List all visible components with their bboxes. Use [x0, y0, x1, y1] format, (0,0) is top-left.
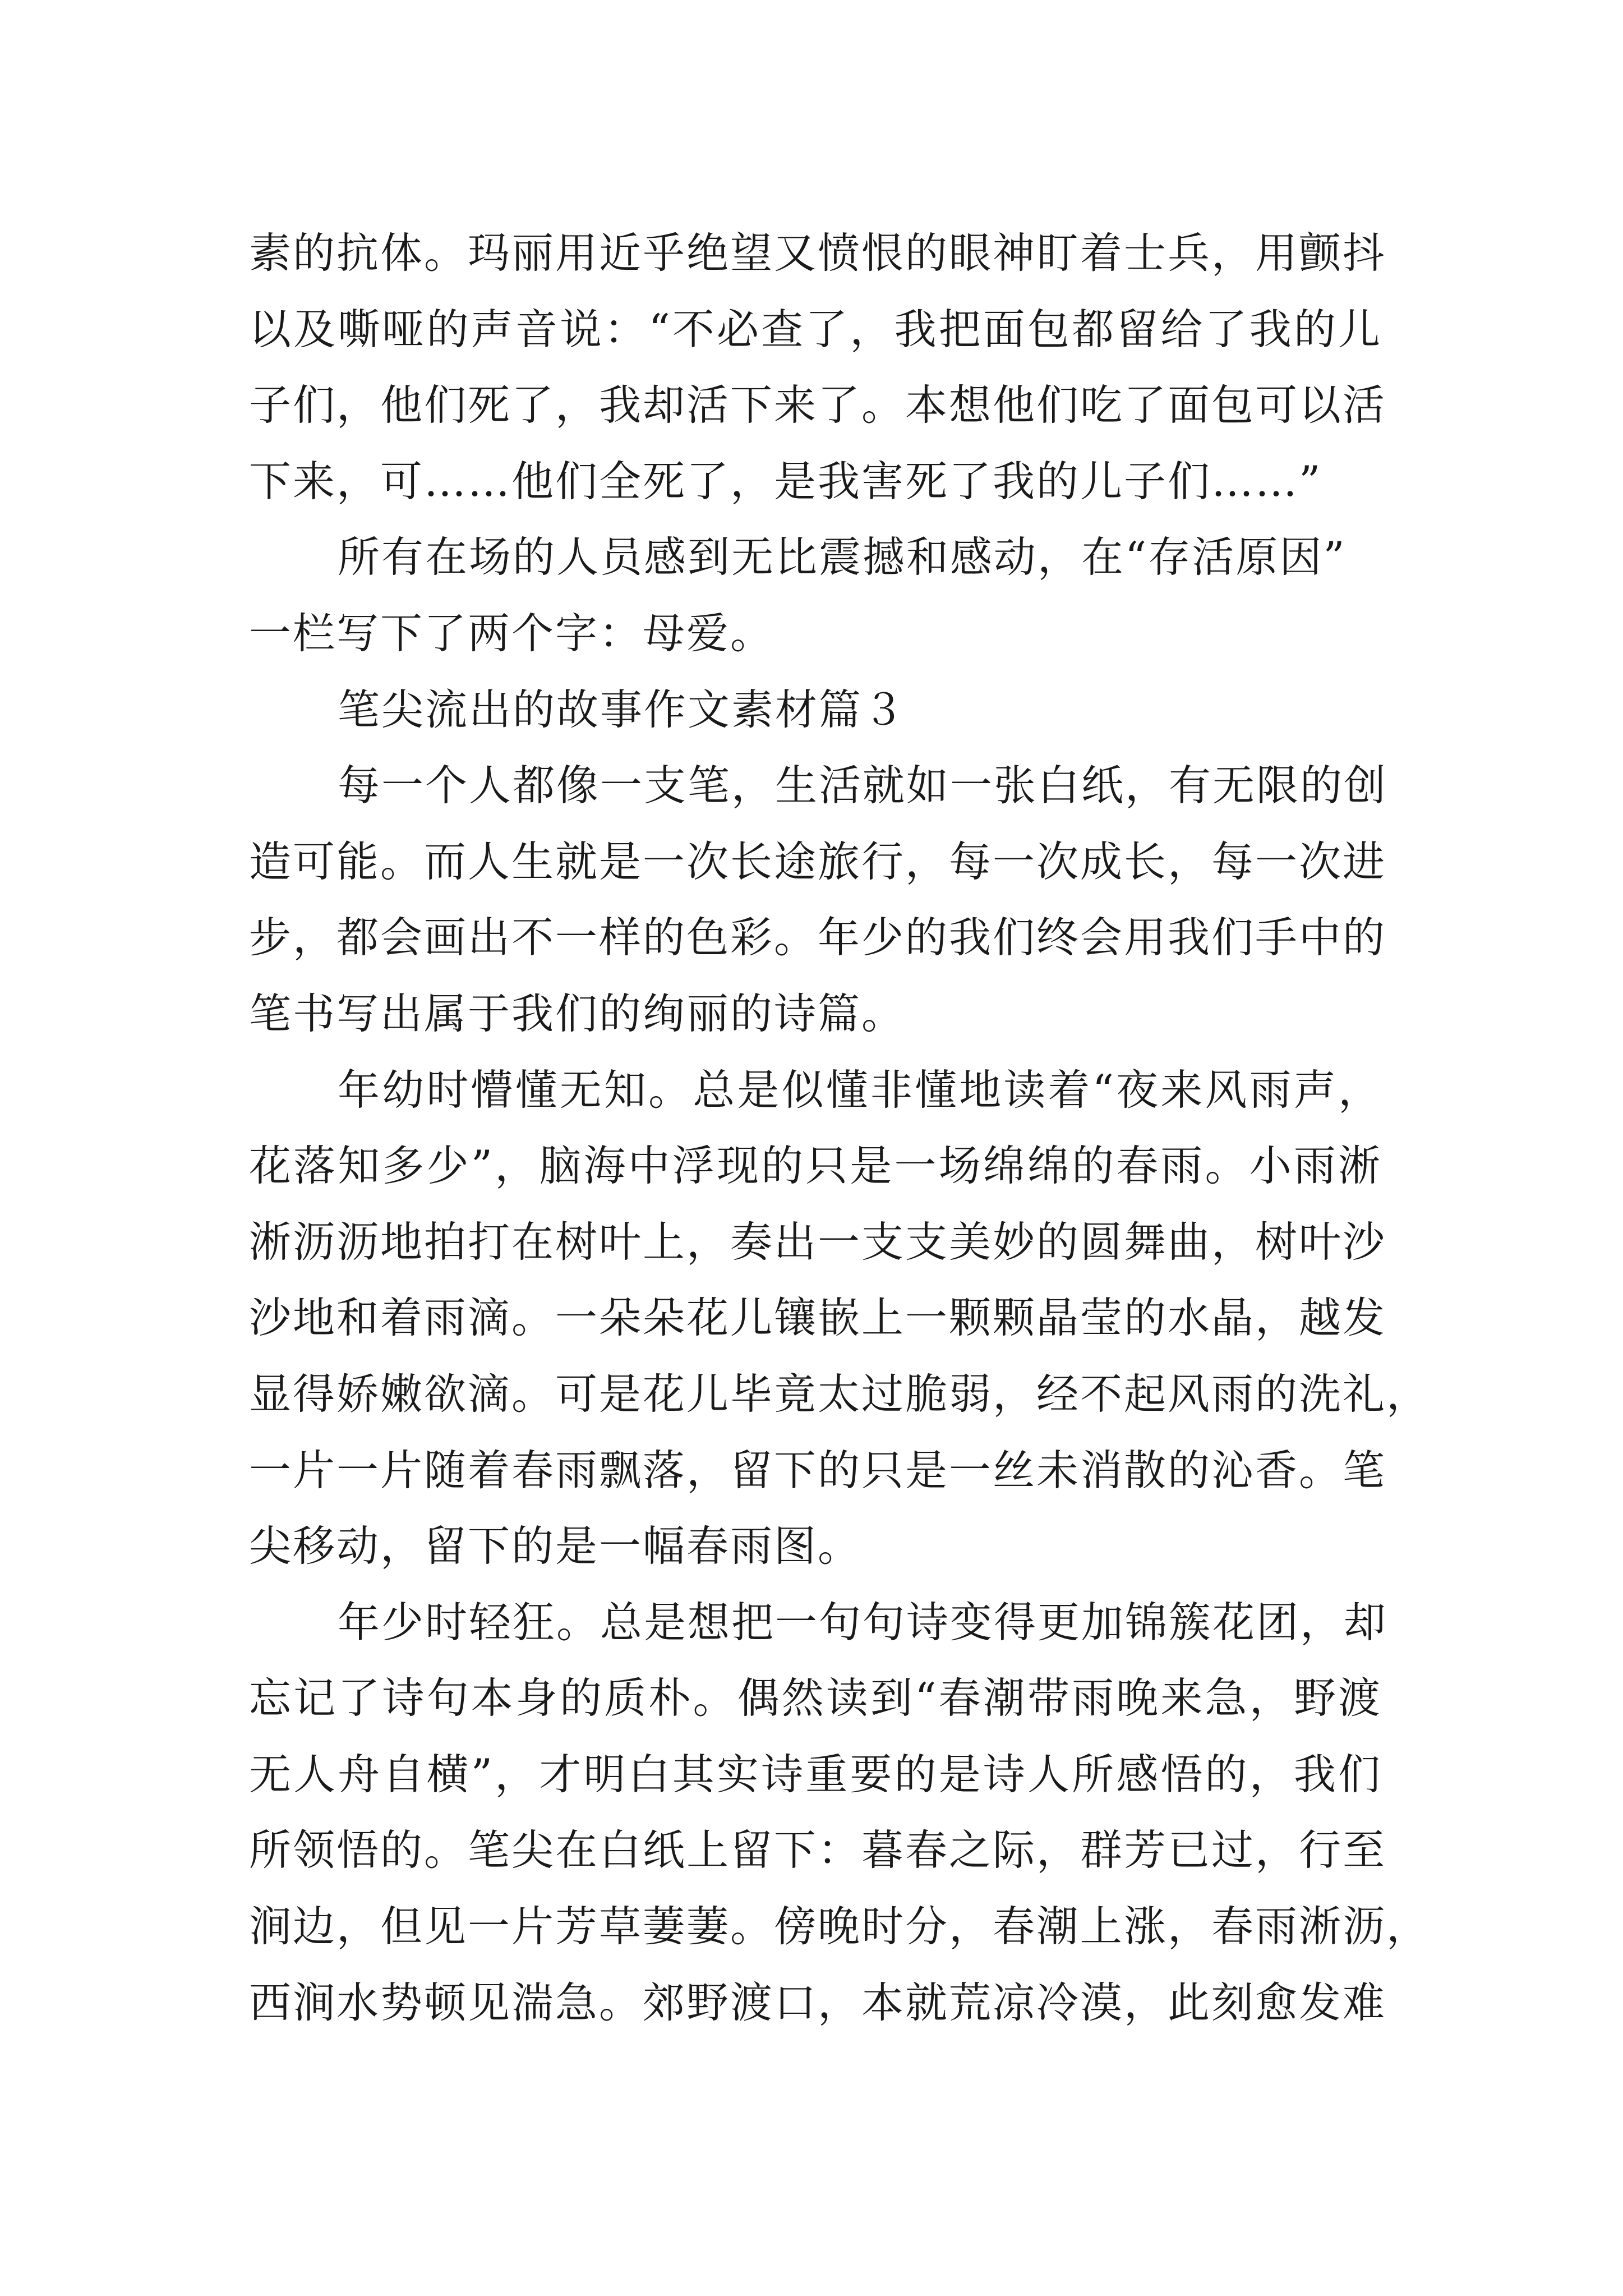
text-line: 所领悟的。笔尖在白纸上留下：暮春之际，群芳已过，行至: [249, 1825, 1387, 1875]
text-line: 下来，可……他们全死了，是我害死了我的儿子们……”: [249, 456, 1322, 506]
text-line: 忘记了诗句本身的质朴。偶然读到“春潮带雨晚来急，野渡: [249, 1673, 1382, 1723]
text-line: 花落知多少”，脑海中浮现的只是一场绵绵的春雨。小雨淅: [249, 1141, 1382, 1191]
text-line: 素的抗体。玛丽用近乎绝望又愤恨的眼神盯着士兵，用颤抖: [249, 228, 1387, 278]
paragraph-first-line: 年少时轻狂。总是想把一句句诗变得更加锦簇花团，却: [338, 1597, 1388, 1647]
text-line: 显得娇嫩欲滴。可是花儿毕竟太过脆弱，经不起风雨的洗礼，: [249, 1369, 1431, 1419]
text-line: 以及嘶哑的声音说：“不必查了，我把面包都留给了我的儿: [249, 304, 1382, 354]
text-line: 沙地和着雨滴。一朵朵花儿镶嵌上一颗颗晶莹的水晶，越发: [249, 1293, 1387, 1343]
text-line: 造可能。而人生就是一次长途旅行，每一次成长，每一次进: [249, 836, 1387, 886]
text-line: 子们，他们死了，我却活下来了。本想他们吃了面包可以活: [249, 380, 1387, 430]
paragraph-first-line: 每一个人都像一支笔，生活就如一张白纸，有无限的创: [338, 761, 1388, 811]
text-line: 西涧水势顿见湍急。郊野渡口，本就荒凉冷漠，此刻愈发难: [249, 1977, 1387, 2027]
text-line: 一片一片随着春雨飘落，留下的只是一丝未消散的沁香。笔: [249, 1445, 1387, 1495]
text-line: 步，都会画出不一样的色彩。年少的我们终会用我们手中的: [249, 913, 1387, 963]
text-line: 一栏写下了两个字：母爱。: [249, 608, 774, 658]
paragraph-first-line: 所有在场的人员感到无比震撼和感动，在“存活原因”: [338, 532, 1347, 582]
text-line: 淅沥沥地拍打在树叶上，奏出一支支美妙的圆舞曲，树叶沙: [249, 1217, 1387, 1267]
text-line: 涧边，但见一片芳草萋萋。傍晚时分，春潮上涨，春雨淅沥，: [249, 1902, 1431, 1952]
text-line: 无人舟自横”，才明白其实诗重要的是诗人所感悟的，我们: [249, 1749, 1382, 1799]
paragraph-first-line: 年幼时懵懂无知。总是似懂非懂地读着“夜来风雨声，: [338, 1065, 1382, 1115]
section-heading: 笔尖流出的故事作文素材篇３: [338, 684, 907, 734]
document-body: [249, 215, 1431, 2041]
text-line: 尖移动，留下的是一幅春雨图。: [249, 1521, 862, 1571]
text-line: 笔书写出属于我们的绚丽的诗篇。: [249, 988, 906, 1038]
